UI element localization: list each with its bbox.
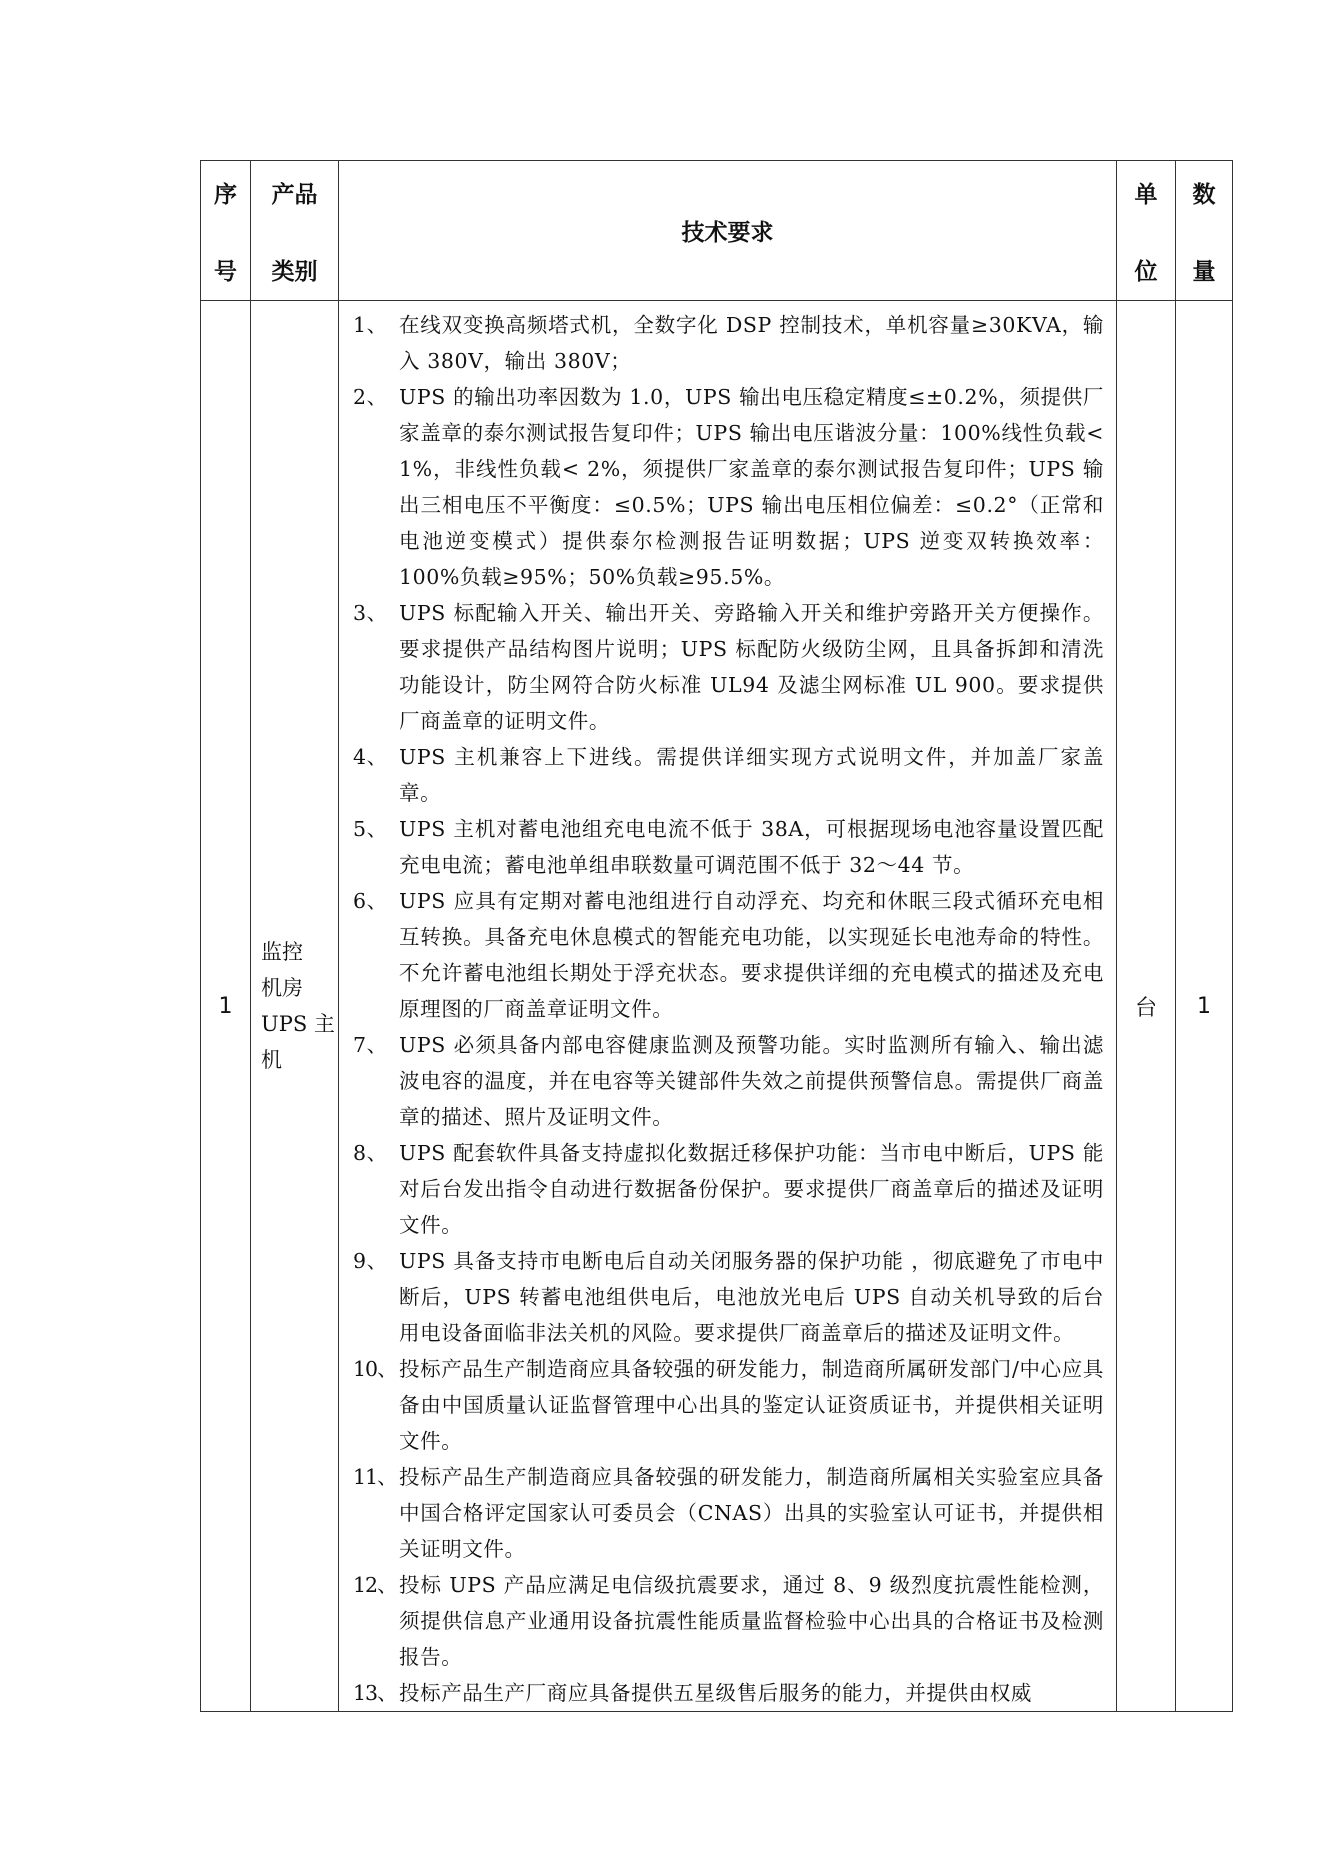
header-qty-line2: 量: [1192, 258, 1216, 285]
header-no-line1: 序: [214, 181, 237, 208]
header-category-line1: 产品: [271, 181, 318, 208]
requirement-item: [353, 1243, 1104, 1351]
requirement-number: 11、: [353, 1465, 397, 1489]
requirement-text: 在线双变换高频塔式机，全数字化 DSP 控制技术，单机容量≥30KVA，输入 380V，输出 380V；: [399, 313, 1104, 373]
requirement-text: 投标产品生产制造商应具备较强的研发能力，制造商所属研发部门/中心应具备由中国质量认证监督管理中心出具的鉴定认证资质证书，并提供相关证明文件。: [399, 1357, 1104, 1453]
row-requirements: [339, 301, 1117, 1712]
requirement-item: [353, 1675, 1104, 1711]
header-unit: [1117, 161, 1176, 301]
requirement-text: 投标产品生产厂商应具备提供五星级售后服务的能力，并提供由权威: [399, 1681, 1032, 1705]
requirement-number: 1、: [353, 313, 388, 337]
requirement-number: 12、: [353, 1573, 397, 1597]
requirement-item: [353, 1459, 1104, 1567]
requirement-item: [353, 1135, 1104, 1243]
header-tech: 技术要求: [339, 161, 1117, 301]
header-no: [201, 161, 251, 301]
header-category: [251, 161, 339, 301]
row-unit: 台: [1117, 301, 1176, 1712]
requirement-item: [353, 811, 1104, 883]
requirement-text: UPS 配套软件具备支持虚拟化数据迁移保护功能：当市电中断后，UPS 能对后台发出指令自动进行数据备份保护。要求提供厂商盖章后的描述及证明文件。: [399, 1141, 1104, 1237]
requirement-item: [353, 883, 1104, 1027]
requirement-number: 9、: [353, 1249, 388, 1273]
requirement-number: 2、: [353, 385, 388, 409]
requirement-number: 13、: [353, 1681, 397, 1705]
requirement-text: UPS 必须具备内部电容健康监测及预警功能。实时监测所有输入、输出滤波电容的温度，并在电容等关键部件失效之前提供预警信息。需提供厂商盖章的描述、照片及证明文件。: [399, 1033, 1104, 1129]
requirement-number: 5、: [353, 817, 388, 841]
requirement-number: 10、: [353, 1357, 397, 1381]
requirement-item: [353, 595, 1104, 739]
row-quantity: 1: [1176, 301, 1233, 1712]
requirement-item: [353, 1567, 1104, 1675]
category-line: UPS 主: [261, 1012, 335, 1036]
header-qty: [1176, 161, 1233, 301]
requirement-text: UPS 标配输入开关、输出开关、旁路输入开关和维护旁路开关方便操作。要求提供产品结构图片说明；UPS 标配防火级防尘网，且具备拆卸和清洗功能设计，防尘网符合防火标准 UL94 及滤尘网标准 UL 900。要求提供厂商盖章的证明文件。: [399, 601, 1104, 733]
header-qty-line1: 数: [1192, 181, 1216, 208]
requirement-number: 4、: [353, 745, 388, 769]
category-line: 机: [261, 1048, 282, 1072]
header-unit-line2: 位: [1134, 258, 1158, 285]
requirements-list: [353, 307, 1104, 1711]
requirement-item: [353, 1351, 1104, 1459]
requirement-text: UPS 主机兼容上下进线。需提供详细实现方式说明文件，并加盖厂家盖章。: [399, 745, 1104, 805]
requirement-number: 3、: [353, 601, 388, 625]
requirement-text: UPS 具备支持市电断电后自动关闭服务器的保护功能 ，彻底避免了市电中断后，UPS 转蓄电池组供电后，电池放光电后 UPS 自动关机导致的后台用电设备面临非法关机的风险。要求提供厂商盖章后的描述及证明文件。: [399, 1249, 1104, 1345]
header-category-line2: 类别: [271, 258, 318, 285]
spec-table: [200, 160, 1233, 1712]
requirement-text: UPS 的输出功率因数为 1.0，UPS 输出电压稳定精度≤±0.2%，须提供厂家盖章的泰尔测试报告复印件；UPS 输出电压谐波分量：100%线性负载< 1%，非线性负载< 2%，须提供厂家盖章的泰尔测试报告复印件；UPS 输出三相电压不平衡度：≤0.5%；UPS 输出电压相位偏差：≤0.2°（正常和电池逆变模式）提供泰尔检测报告证明数据；UPS 逆变双转换效率：100%负载≥95%；50%负载≥95.5%。: [399, 385, 1104, 589]
requirement-item: [353, 379, 1104, 595]
header-unit-line1: 单: [1134, 181, 1158, 208]
requirement-number: 8、: [353, 1141, 388, 1165]
row-category: [251, 301, 339, 1712]
table-header-row: [201, 161, 1233, 301]
requirement-number: 7、: [353, 1033, 388, 1057]
requirement-number: 6、: [353, 889, 388, 913]
requirement-item: [353, 307, 1104, 379]
category-line: 监控: [261, 940, 303, 964]
requirement-item: [353, 1027, 1104, 1135]
table-row: [201, 301, 1233, 1712]
category-line: 机房: [261, 976, 303, 1000]
requirement-text: UPS 应具有定期对蓄电池组进行自动浮充、均充和休眠三段式循环充电相互转换。具备充电休息模式的智能充电功能，以实现延长电池寿命的特性。不允许蓄电池组长期处于浮充状态。要求提供详细的充电模式的描述及充电原理图的厂商盖章证明文件。: [399, 889, 1104, 1021]
requirement-text: 投标 UPS 产品应满足电信级抗震要求，通过 8、9 级烈度抗震性能检测，须提供信息产业通用设备抗震性能质量监督检验中心出具的合格证书及检测报告。: [399, 1573, 1104, 1669]
requirement-text: 投标产品生产制造商应具备较强的研发能力，制造商所属相关实验室应具备中国合格评定国家认可委员会（CNAS）出具的实验室认可证书，并提供相关证明文件。: [399, 1465, 1104, 1561]
row-number: 1: [201, 301, 251, 1712]
requirement-text: UPS 主机对蓄电池组充电电流不低于 38A，可根据现场电池容量设置匹配充电电流；蓄电池单组串联数量可调范围不低于 32～44 节。: [399, 817, 1104, 877]
requirement-item: [353, 739, 1104, 811]
header-no-line2: 号: [214, 258, 237, 285]
